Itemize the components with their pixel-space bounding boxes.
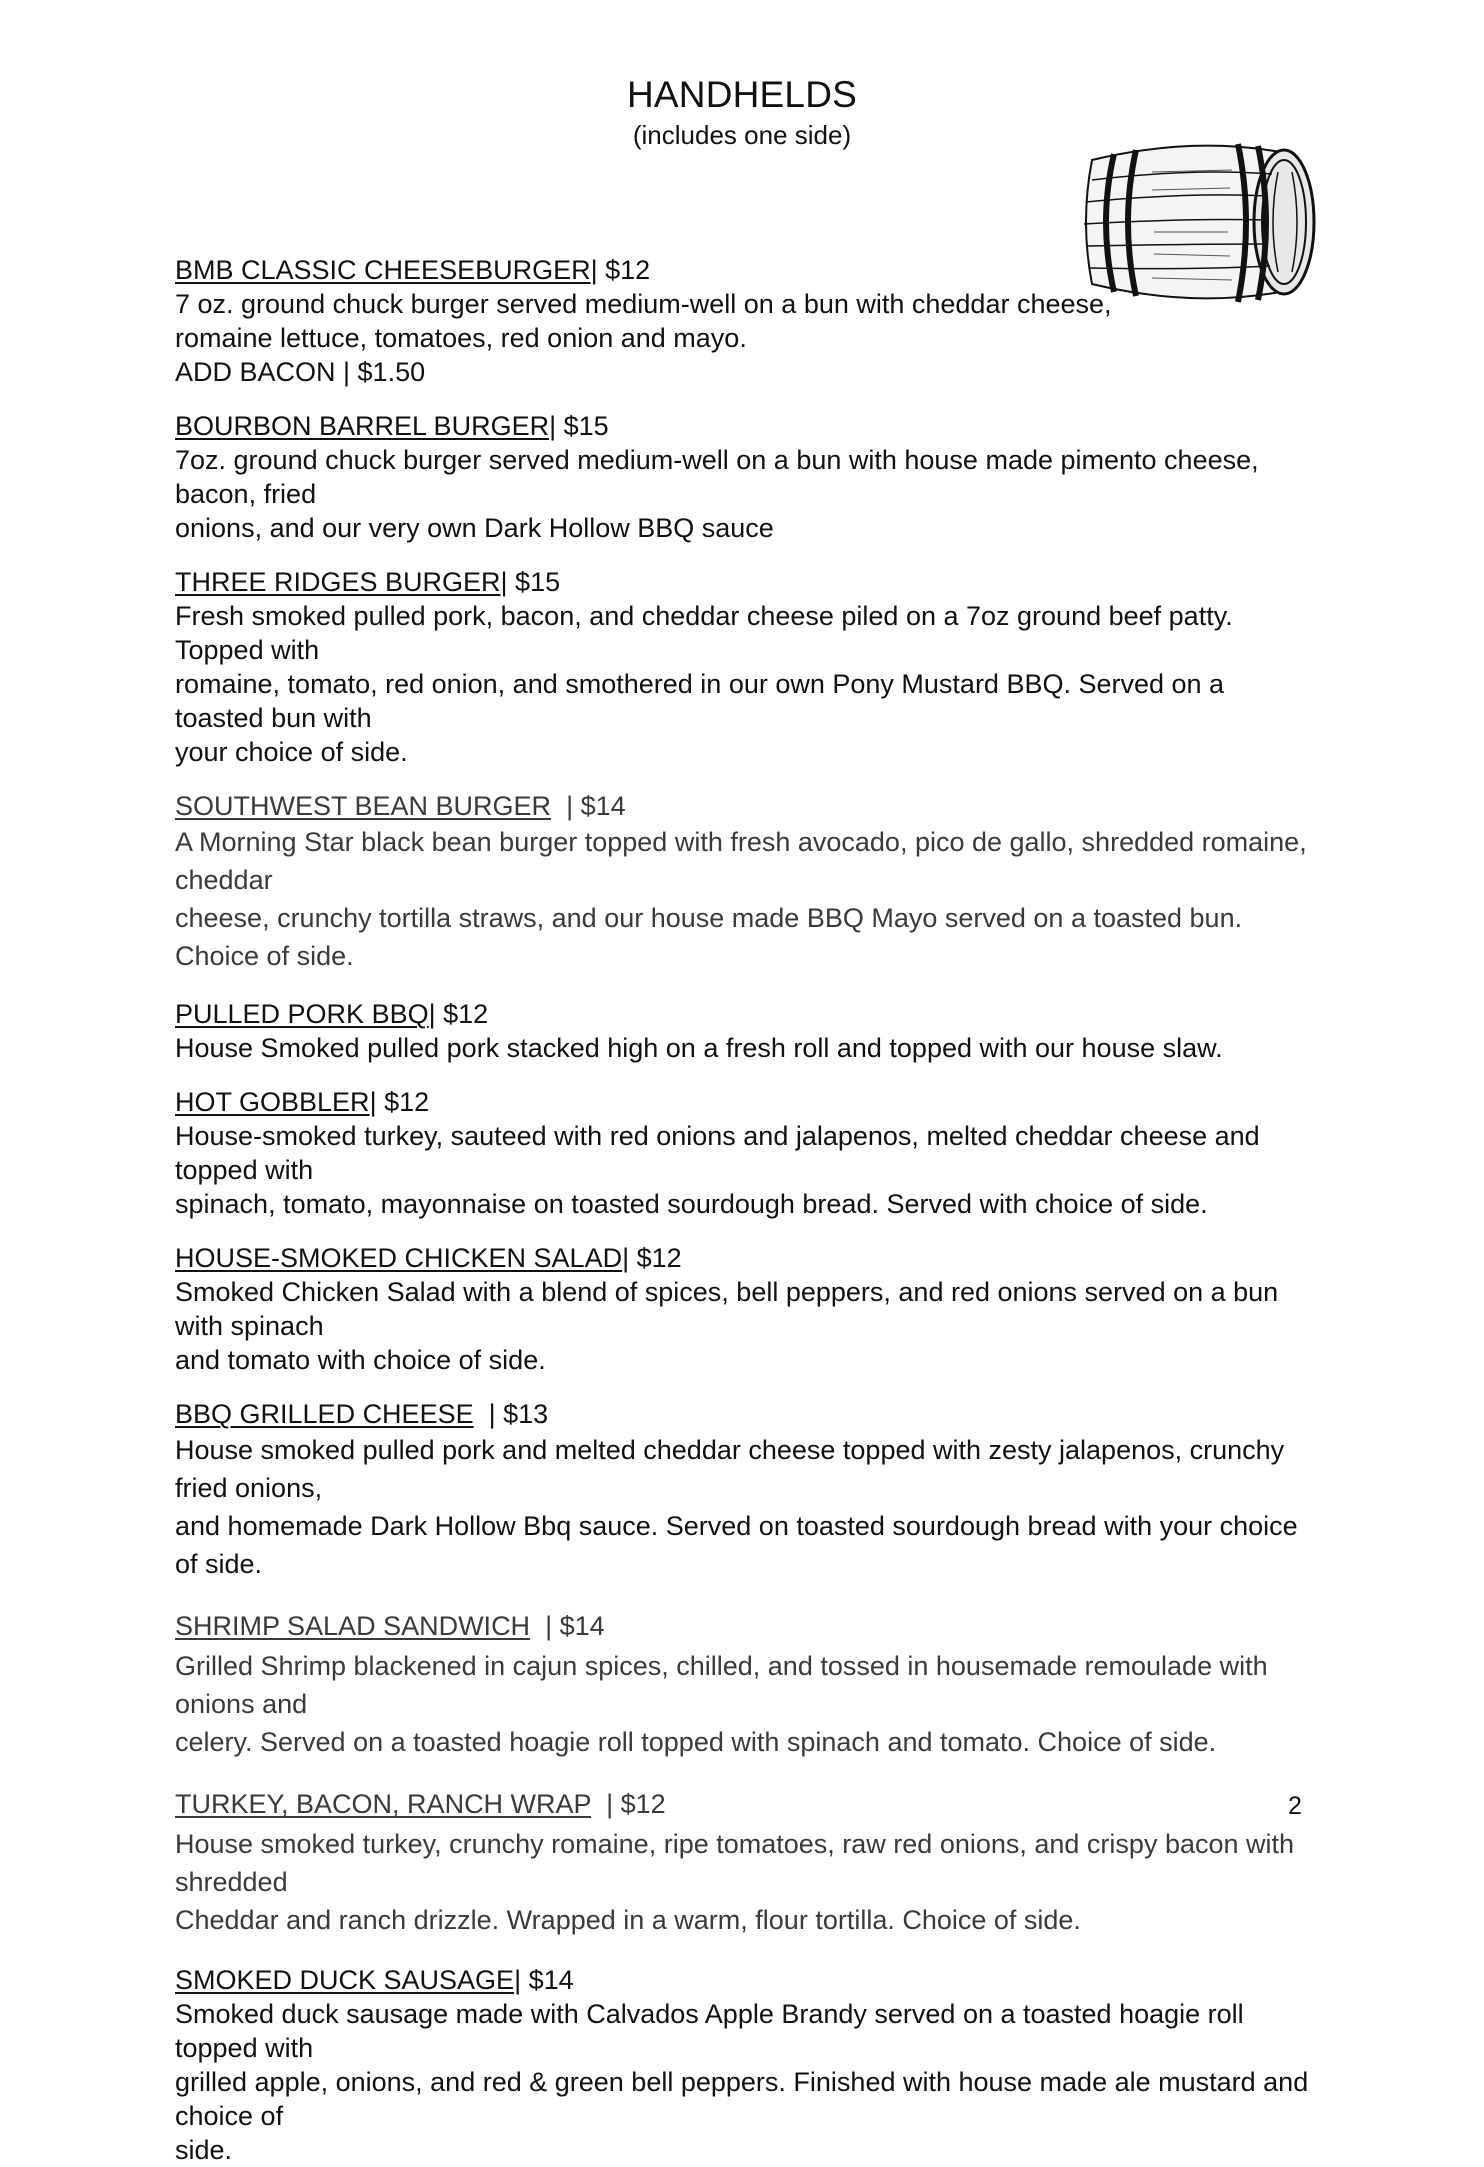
menu-item-description bbox=[175, 443, 1315, 545]
description-line: spinach, tomato, mayonnaise on toasted sourdough bread. Served with choice of side. bbox=[175, 1189, 1208, 1219]
description-line: Fresh smoked pulled pork, bacon, and cheddar cheese piled on a 7oz ground beef patty. Topped with bbox=[175, 601, 1233, 665]
description-line: onions, and our very own Dark Hollow BBQ sauce bbox=[175, 513, 774, 543]
menu-item-title bbox=[175, 565, 1315, 599]
menu-item-price: | $15 bbox=[500, 567, 561, 597]
menu-item-name: BMB CLASSIC CHEESEBURGER bbox=[175, 255, 591, 285]
menu-item-description bbox=[175, 1031, 1315, 1065]
menu-item bbox=[175, 1609, 1315, 1761]
menu-item bbox=[175, 1397, 1315, 1583]
page-subtitle: (includes one side) bbox=[632, 120, 852, 150]
menu-item-title bbox=[175, 253, 1315, 287]
description-line: and homemade Dark Hollow Bbq sauce. Served on toasted sourdough bread with your choice of side. bbox=[175, 1511, 1298, 1579]
description-line: side. bbox=[175, 2135, 233, 2165]
menu-item-name: THREE RIDGES BURGER bbox=[175, 567, 501, 597]
menu-item-price: | $14 bbox=[514, 1965, 574, 1995]
menu-item-title bbox=[175, 1787, 1315, 1821]
menu-item-name: PULLED PORK BBQ bbox=[175, 999, 429, 1029]
menu-item-description bbox=[175, 1431, 1315, 1583]
page-number: 2 bbox=[1288, 1792, 1302, 1820]
menu-item-price: | $13 bbox=[473, 1399, 549, 1429]
description-line: House Smoked pulled pork stacked high on a fresh roll and topped with our house slaw. bbox=[175, 1033, 1223, 1063]
description-line: and tomato with choice of side. bbox=[175, 1345, 546, 1375]
menu-item-title bbox=[175, 1609, 1315, 1643]
menu-item bbox=[175, 253, 1315, 389]
description-line: House smoked pulled pork and melted cheddar cheese topped with zesty jalapenos, crunchy fried onions, bbox=[175, 1435, 1285, 1503]
menu-item bbox=[175, 789, 1315, 975]
description-line: House smoked turkey, crunchy romaine, ripe tomatoes, raw red onions, and crispy bacon with shredded bbox=[175, 1829, 1295, 1897]
menu-item-price: | $12 bbox=[591, 1789, 666, 1819]
menu-item bbox=[175, 997, 1315, 1065]
menu-item-price: | $12 bbox=[622, 1243, 682, 1273]
description-line: Grilled Shrimp blackened in cajun spices, chilled, and tossed in housemade remoulade with onions and bbox=[175, 1651, 1268, 1719]
menu-item-title bbox=[175, 789, 1315, 823]
description-line: grilled apple, onions, and red & green bell peppers. Finished with house made ale mustard and choice of bbox=[175, 2067, 1309, 2131]
menu-item-description bbox=[175, 1119, 1315, 1221]
description-line: cheese, crunchy tortilla straws, and our house made BBQ Mayo served on a toasted bun. Choice of side. bbox=[175, 903, 1243, 971]
menu-item bbox=[175, 1085, 1315, 1221]
menu-item-price: | $14 bbox=[551, 791, 626, 821]
menu-item-price: | $12 bbox=[369, 1087, 430, 1117]
menu-item-name: SMOKED DUCK SAUSAGE bbox=[175, 1965, 515, 1995]
menu-item-title bbox=[175, 997, 1315, 1031]
menu-item-name: BOURBON BARREL BURGER bbox=[175, 411, 550, 441]
menu-item-price: | $14 bbox=[530, 1611, 605, 1641]
menu-item-description bbox=[175, 287, 1315, 389]
description-line: Smoked duck sausage made with Calvados Apple Brandy served on a toasted hoagie roll topped with bbox=[175, 1999, 1244, 2063]
menu-item-name: HOUSE-SMOKED CHICKEN SALAD bbox=[175, 1243, 623, 1273]
menu-item-description bbox=[175, 1275, 1315, 1377]
menu-item bbox=[175, 1787, 1315, 1939]
menu-item-title bbox=[175, 1963, 1315, 1997]
menu-item-name: TURKEY, BACON, RANCH WRAP bbox=[175, 1789, 592, 1819]
description-line: Cheddar and ranch drizzle. Wrapped in a warm, flour tortilla. Choice of side. bbox=[175, 1905, 1081, 1935]
menu-item bbox=[175, 565, 1315, 769]
menu-item-title bbox=[175, 1241, 1315, 1275]
menu-item-description bbox=[175, 1997, 1315, 2167]
menu-item-description bbox=[175, 1825, 1315, 1939]
add-on-line: ADD BACON | $1.50 bbox=[175, 357, 426, 387]
description-line: celery. Served on a toasted hoagie roll topped with spinach and tomato. Choice of side. bbox=[175, 1727, 1217, 1757]
menu-item-description bbox=[175, 823, 1315, 975]
menu-item bbox=[175, 1241, 1315, 1377]
menu-item-description bbox=[175, 1647, 1315, 1761]
menu-item-price: | $12 bbox=[428, 999, 489, 1029]
menu-item-name: BBQ GRILLED CHEESE bbox=[175, 1399, 474, 1429]
menu-item-name: SHRIMP SALAD SANDWICH bbox=[175, 1611, 531, 1641]
description-line: romaine lettuce, tomatoes, red onion and mayo. bbox=[175, 323, 747, 353]
description-line: House-smoked turkey, sauteed with red onions and jalapenos, melted cheddar cheese and topped with bbox=[175, 1121, 1260, 1185]
menu-item-price: | $12 bbox=[590, 255, 651, 285]
menu-item-description bbox=[175, 599, 1315, 769]
menu-item bbox=[175, 1963, 1315, 2167]
menu-item-name: HOT GOBBLER bbox=[175, 1087, 370, 1117]
menu-item-title bbox=[175, 1397, 1315, 1431]
menu-item-title bbox=[175, 409, 1315, 443]
menu-item-price: | $15 bbox=[549, 411, 609, 441]
description-line: your choice of side. bbox=[175, 737, 408, 767]
description-line: 7oz. ground chuck burger served medium-well on a bun with house made pimento cheese, bacon, fried bbox=[175, 445, 1259, 509]
description-line: romaine, tomato, red onion, and smothered in our own Pony Mustard BBQ. Served on a toasted bun with bbox=[175, 669, 1225, 733]
page-title: HANDHELDS bbox=[626, 74, 857, 115]
description-line: A Morning Star black bean burger topped with fresh avocado, pico de gallo, shredded romaine, cheddar bbox=[175, 827, 1307, 895]
menu-list bbox=[175, 253, 1315, 2167]
description-line: Smoked Chicken Salad with a blend of spices, bell peppers, and red onions served on a bun with spinach bbox=[175, 1277, 1279, 1341]
menu-item-name: SOUTHWEST BEAN BURGER bbox=[175, 791, 552, 821]
menu-item-title bbox=[175, 1085, 1315, 1119]
menu-item bbox=[175, 409, 1315, 545]
description-line: 7 oz. ground chuck burger served medium-well on a bun with cheddar cheese, bbox=[175, 289, 1112, 319]
